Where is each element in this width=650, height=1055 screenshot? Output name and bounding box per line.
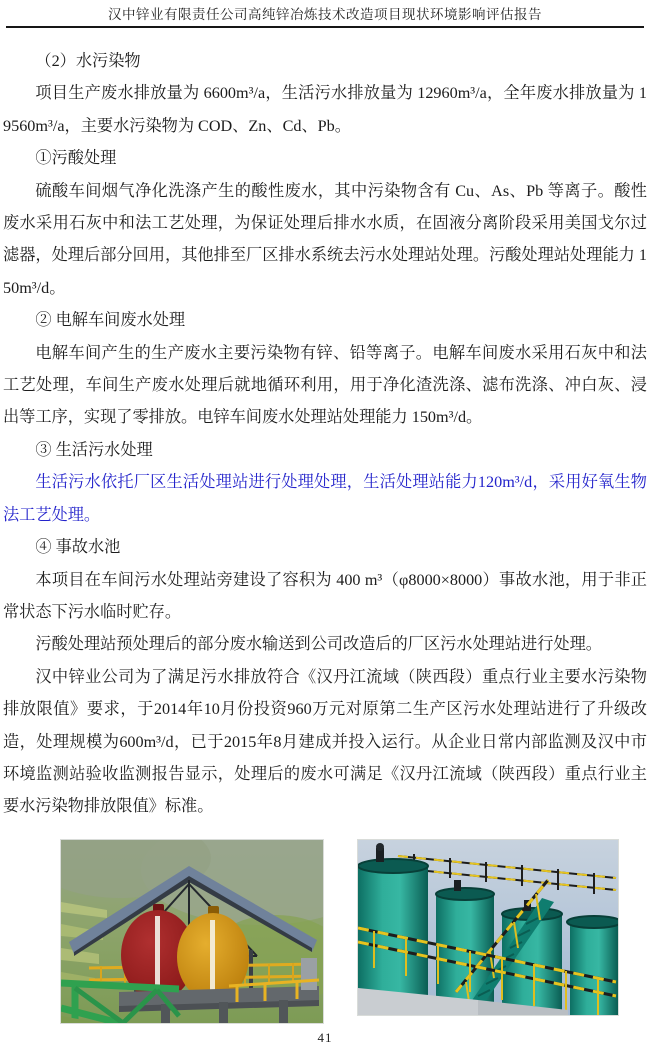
- paragraph: 电解车间产生的生产废水主要污染物有锌、铅等离子。电解车间废水采用石灰中和法工艺处理，车间生产废水处理后就地循环利用，用于净化渣洗涤、滤布洗涤、冲白灰、浸出等工序，实现了零排放。电锌车间废水处理站处理能力 150m³/d。: [3, 343, 647, 427]
- paragraph: ①污酸处理: [35, 149, 117, 168]
- photo-acid-vessels: [60, 839, 324, 1024]
- page-footer: [0, 1029, 650, 1047]
- report-title: 汉中锌业有限责任公司高纯锌冶炼技术改造项目现状环境影响评估报告: [108, 7, 542, 22]
- paragraph: 硫酸车间烟气净化洗涤产生的酸性废水，其中污染物含有 Cu、As、Pb 等离子。酸性废水采用石灰中和法工艺处理，为保证处理后排水水质，在固液分离阶段采用美国戈尔过滤器，处理后部分回用，其他排至厂区排水系统去污水处理站处理。污酸处理站处理能力 150m³/d。: [3, 181, 647, 297]
- photo-row: [60, 839, 650, 1024]
- acid-vessels-illustration: [61, 840, 323, 1023]
- page-header: [6, 0, 644, 28]
- treatment-tanks-illustration: [358, 840, 618, 1015]
- photo-treatment-tanks: [357, 839, 619, 1016]
- paragraph: 本项目在车间污水处理站旁建设了容积为 400 m³（φ8000×8000）事故水池，用于非正常状态下污水临时贮存。: [3, 570, 647, 621]
- paragraph: ③ 生活污水处理: [35, 440, 153, 459]
- paragraph: ④ 事故水池: [35, 538, 121, 557]
- page-number: 41: [317, 1030, 333, 1045]
- paragraph: （2）水污染物: [35, 52, 141, 70]
- document-body: [3, 45, 647, 823]
- paragraph: 污酸处理站预处理后的部分废水输送到公司改造后的厂区污水处理站进行处理。: [35, 635, 602, 654]
- paragraph: 汉中锌业公司为了满足污水排放符合《汉丹江流域（陕西段）重点行业主要水污染物排放限值》要求，于2014年10月份投资960万元对原第二生产区污水处理站进行了升级改造，处理规模为600m³/d，已于2015年8月建成并投入运行。从企业日常内部监测及汉中市环境监测站验收监测报告显示，处理后的废水可满足《汉丹江流域（陕西段）重点行业主要水污染物排放限值》标准。: [3, 667, 647, 816]
- paragraph: 项目生产废水排放量为 6600m³/a，生活污水排放量为 12960m³/a，全年废水排放量为 19560m³/a，主要水污染物为 COD、Zn、Cd、Pb。: [3, 84, 647, 135]
- paragraph: ② 电解车间废水处理: [35, 311, 186, 330]
- paragraph: 生活污水依托厂区生活处理站进行处理处理，生活处理站能力120m³/d，采用好氧生物法工艺处理。: [3, 473, 647, 524]
